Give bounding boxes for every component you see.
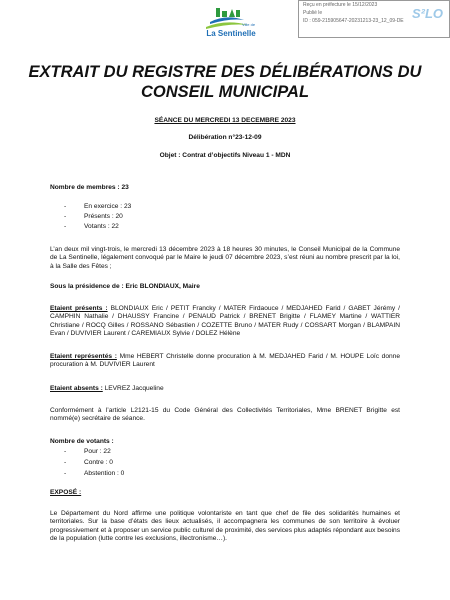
list-item: Abstention : 0 <box>84 470 125 477</box>
list-item: Contre : 0 <box>84 459 113 466</box>
representes-list: Mme HEBERT Christelle donne procuration à M. MEDJAHED Farid / M. HOUPE Loïc donne procuration à M. DUVIVIER Laurent <box>50 353 400 369</box>
absents-paragraph <box>50 385 400 393</box>
list-bullet: - <box>64 213 67 220</box>
deliberation-subject: Objet : Contrat d’objectifs Niveau 1 - MDN <box>159 152 291 159</box>
list-bullet: - <box>64 448 67 455</box>
list-bullet: - <box>64 223 67 230</box>
list-bullet: - <box>64 459 67 466</box>
prefecture-stamp <box>298 0 450 38</box>
list-item: Pour : 22 <box>84 448 111 455</box>
presents-paragraph <box>50 305 400 339</box>
representes-label: Etaient représentés : <box>50 353 117 360</box>
list-item: En exercice : 23 <box>84 203 132 210</box>
list-bullet: - <box>64 470 67 477</box>
secretaire-paragraph: Conformément à l’article L2121-15 du Code Général des Collectivités Territoriales, Mme BRENET Brigitte est nommé(e) secrétaire de séance. <box>50 407 400 423</box>
expose-label: EXPOSÉ : <box>50 489 82 496</box>
list-item: Votants : 22 <box>84 223 119 230</box>
title-line-2: CONSEIL MUNICIPAL <box>140 83 310 101</box>
logo-town-name: La Sentinelle <box>206 29 256 38</box>
expose-paragraph: Le Département du Nord affirme une politique volontariste en tant que chef de file des solidarités humaines et territoriales. Sur la base d’états des lieux actualisés, il accompagnera les communes de son territoire à évoluer progressivement et à proposer un service public culturel de proximité, des services plus adaptés répondant aux besoins de la population (lutte contre les exclusions, illectronisme…). <box>50 510 400 543</box>
stamp-brand: S²LO <box>411 6 443 21</box>
list-bullet: - <box>64 203 67 210</box>
logo-subtitle: Ville de <box>242 22 256 27</box>
presents-label: Etaient présents : <box>50 305 108 312</box>
stamp-line-id: ID : 059-215905647-20231213-23_12_09-DE <box>303 18 404 24</box>
representes-paragraph <box>50 353 400 370</box>
presidence-line: Sous la présidence de : Eric BLONDIAUX, Maire <box>50 283 200 290</box>
absents-list: LEVREZ Jacqueline <box>102 385 164 392</box>
members-count: Nombre de membres : 23 <box>50 184 129 191</box>
presents-list: BLONDIAUX Eric / PETIT Francky / MATER Firdaouce / MEDJAHED Farid / GABET Jérémy / CAMPHIN Nathalie / DHAUSSY Francine / PENAUD Patrick / BRENET Brigitte / FLAMEY Martine / WATTIER Christiane / ROCQ Gilles / ROSSANO Sébastien / COZETTE Bruno / MATER Rudy / COSSART Morgan / BLAMPAIN Evan / DUVIVIER Laurent / CAREMIAUX Sylvie / DOLEZ Hélène <box>50 305 400 338</box>
deliberation-number: Délibération n°23-12-09 <box>188 134 262 141</box>
absents-label: Etaient absents : <box>50 385 103 392</box>
stamp-line-published: Publié le <box>303 10 323 16</box>
intro-paragraph: L’an deux mil vingt-trois, le mercredi 13 décembre 2023 à 18 heures 30 minutes, le Conseil Municipal de la Commune de La Sentinelle, légalement convoqué par le Maire le jeudi 07 décembre 2023, s’est réuni au nombre prescrit par la loi, à la Salle des Fêtes ; <box>50 246 400 270</box>
list-item: Présents : 20 <box>84 213 123 220</box>
title-line-1: EXTRAIT DU REGISTRE DES DÉLIBÉRATIONS DU <box>28 63 422 81</box>
town-logo <box>196 6 266 40</box>
votants-title: Nombre de votants : <box>50 438 114 445</box>
seance-date: SÉANCE DU MERCREDI 13 DECEMBRE 2023 <box>154 117 296 124</box>
document-title <box>20 62 430 102</box>
stamp-line-received: Reçu en préfecture le 15/12/2023 <box>303 2 378 8</box>
